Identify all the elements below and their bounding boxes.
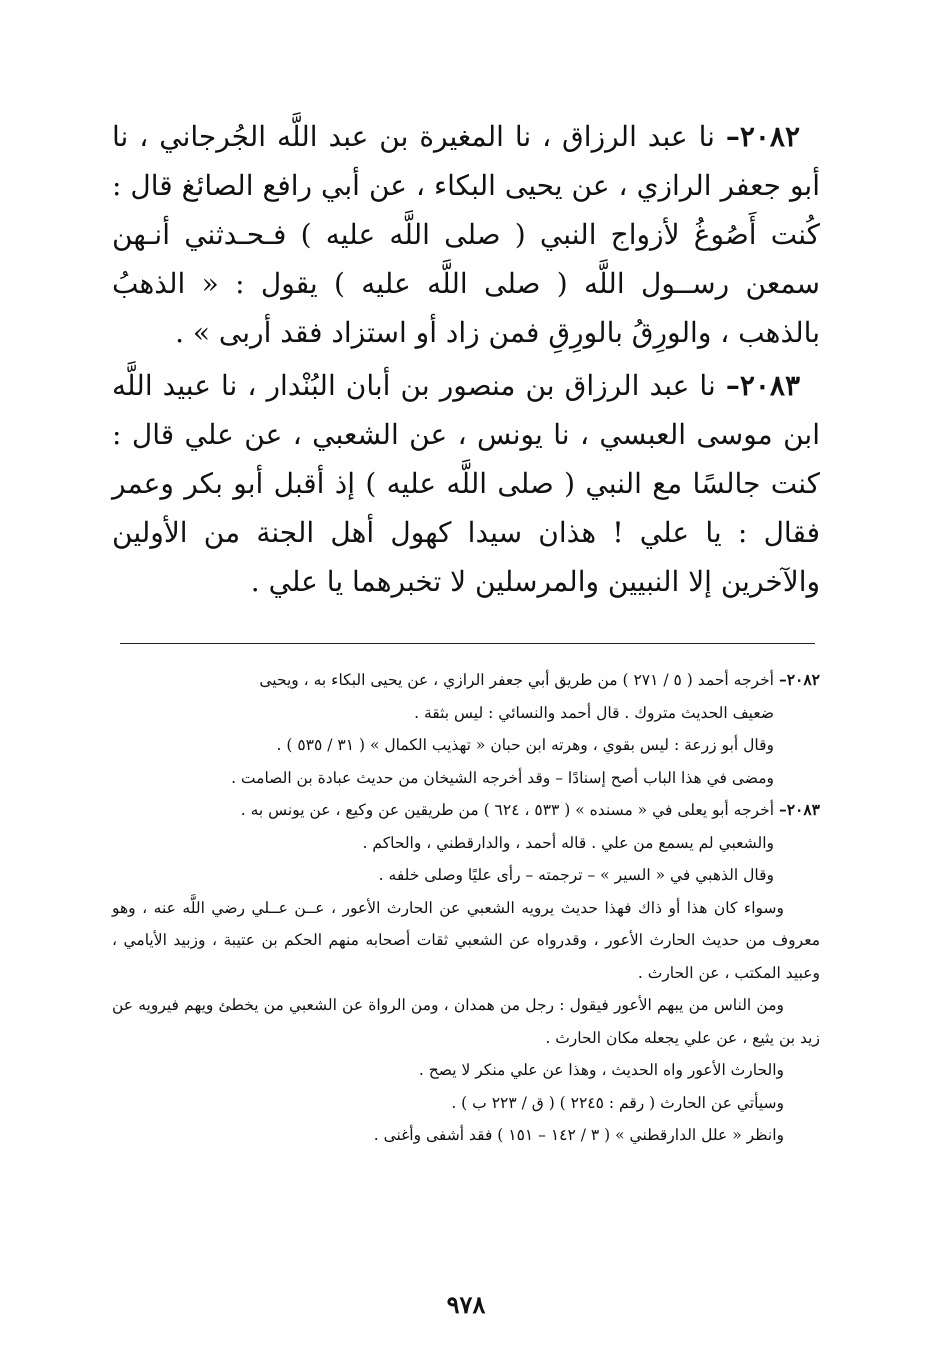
footnote-line: والشعبي لم يسمع من علي . قاله أحمد ، والدارقطني ، والحاكم .: [362, 833, 774, 852]
footnote-line: ومضى في هذا الباب أصح إسنادًا – وقد أخرجه الشيخان من حديث عبادة بن الصامت .: [231, 768, 774, 787]
footnote-line: [112, 794, 820, 827]
footnote-paragraph: وسواء كان هذا أو ذاك فهذا حديث يرويه الشعبي عن الحارث الأعور ، عــن عــلي رضي اللَّه عنه ، وهو معروف من حديث الحارث الأعور ، وقدرواه عن الشعبي ثقات أصحابه منهم الحكم بن عتيبة ، وزبيد الأيامي ، وعبيد المكتب ، عن الحارث .: [112, 898, 820, 982]
footnote-paragraph: وانظر « علل الدارقطني » ( ٣ / ١٤٢ – ١٥١ ) فقد أشفى وأغنى .: [373, 1126, 784, 1144]
hadith-number: ٢٠٨٢–: [725, 120, 800, 153]
main-text: [112, 112, 820, 610]
footnote-number: ٢٠٨٢–: [778, 670, 820, 689]
footnote-text: أخرجه أبو يعلى في « مسنده » ( ٥٣٣ ، ٦٢٤ ) من طريقين عن وكيع ، عن يونس به .: [240, 801, 774, 819]
footnote-text: أخرجه أحمد ( ٥ / ٢٧١ ) من طريق أبي جعفر الرازي ، عن يحيى البكاء به ، ويحيى: [259, 671, 774, 689]
footnote-line: ضعيف الحديث متروك . قال أحمد والنسائي : ليس بثقة .: [414, 703, 774, 722]
footnote-paragraph: وسيأتي عن الحارث ( رقم : ٢٢٤٥ ) ( ق / ٢٢٣ ب ) .: [451, 1093, 784, 1112]
hadith-text: نا عبد الرزاق ، نا المغيرة بن عبد اللَّه الجُرجاني ، نا أبو جعفر الرازي ، عن يحيى البكاء ، عن أبي رافع الصائغ قال : كُنت أَصُوغُ لأزواج النبي ( صلى اللَّه عليه ) فـحـدثني أنـهن سمعن رســول اللَّه ( صلى اللَّه عليه ) يقول : « الذهبُ بالذهب ، والورِقُ بالورِقِ فمن زاد أو استزاد فقد أربى » .: [112, 120, 820, 349]
hadith-text: نا عبد الرزاق بن منصور بن أبان البُنْدار ، نا عبيد اللَّه ابن موسى العبسي ، نا يونس ، عن الشعبي ، عن علي قال : كنت جالسًا مع النبي ( صلى اللَّه عليه ) إذ أقبل أبو بكر وعمر فقال : يا علي ! هذان سيدا كهول أهل الجنة من الأولين والآخرين إلا النبيين والمرسلين لا تخبرهما يا علي .: [112, 369, 820, 598]
footnote-line: وقال الذهبي في « السير » – ترجمته – رأى عليًا وصلى خلفه .: [378, 866, 774, 884]
hadith-2083: [112, 361, 820, 606]
footnote-paragraph: ومن الناس من يبهم الأعور فيقول : رجل من همدان ، ومن الرواة عن الشعبي من يخطئ ويهم فيرويه عن زيد بن يثيع ، عن علي يجعله مكان الحارث .: [112, 996, 820, 1047]
footnote-line: وقال أبو زرعة : ليس بقوي ، وهرته ابن حبان « تهذيب الكمال » ( ٣١ / ٥٣٥ ) .: [276, 736, 774, 754]
page-number: ٩٧٨: [446, 1290, 486, 1319]
footnotes: [112, 664, 820, 1152]
footnote-number: ٢٠٨٣–: [778, 800, 820, 819]
footnote-paragraph: والحارث الأعور واه الحديث ، وهذا عن علي منكر لا يصح .: [418, 1061, 784, 1079]
footnote-separator: [120, 643, 815, 644]
hadith-number: ٢٠٨٣–: [725, 369, 800, 402]
footnote-line: [112, 664, 820, 697]
hadith-2082: [112, 112, 820, 357]
